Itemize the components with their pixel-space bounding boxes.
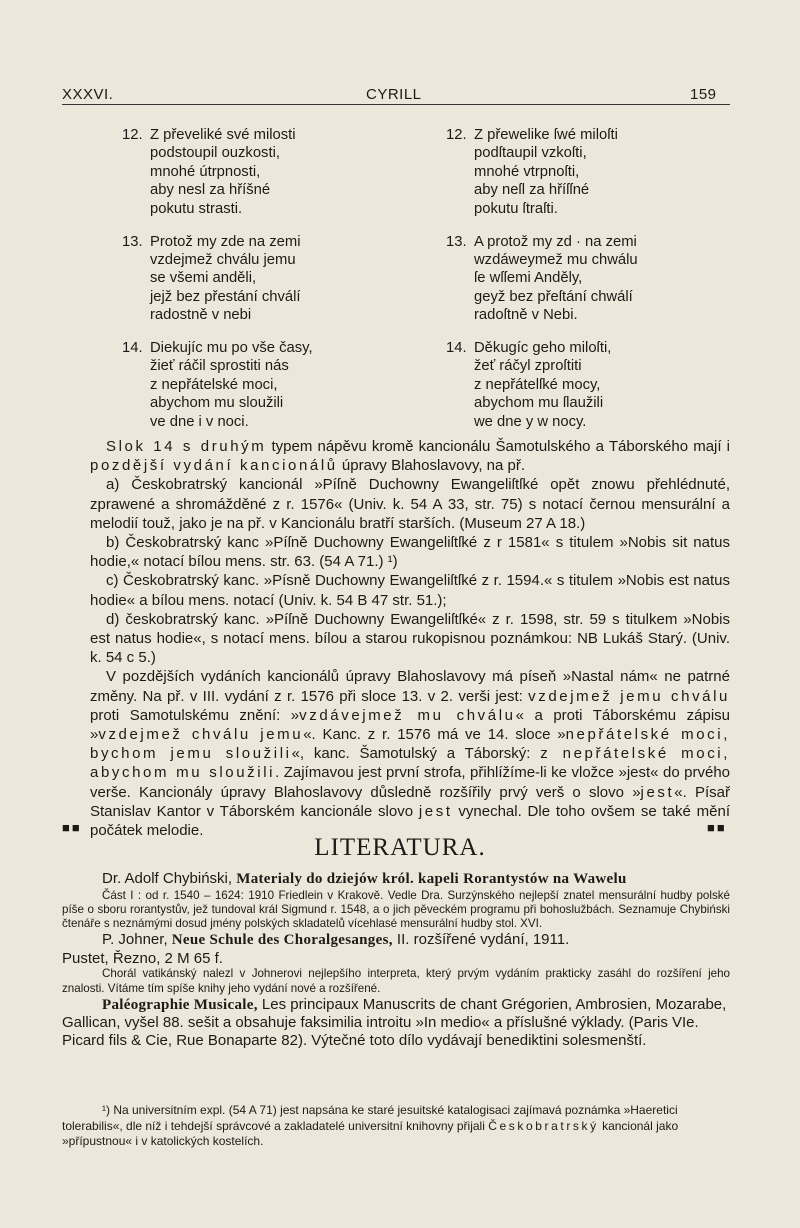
page-number: 159 (690, 86, 717, 103)
verse-line: abychom mu ſlaužili (474, 395, 604, 412)
verse-line: Děkugíc geho miloſti, (474, 340, 612, 357)
stanza-number: 13. (122, 233, 143, 250)
verse-line: mnohé útrpnosti, (150, 163, 261, 180)
stanza-number: 14. (122, 340, 143, 357)
entry-note: Část I : od r. 1540 – 1624: 1910 Friedlein v Krakově. Vedle Dra. Surzýnského nejlepší znatel mensurální hudby polské píše o sboru rorantystův, jež tundoval král Sigmund r. 1548, a o jich pěveckém programu při bohoslužbách. Seznamuje Chybiński čtenáře s neznámými dosud jmény polských skladatelů vícehlasé mensurální hudby stol. XVI. (62, 888, 730, 931)
verse-line: jejž bez přestání chválí (150, 288, 301, 305)
verse-line: aby neſl za hříſſné (474, 182, 590, 199)
entry-publisher: Pustet, Řezno, 2 M 65 f. (62, 949, 223, 967)
verse-line: Protož my zde na zemi (150, 233, 301, 250)
verse-line: Diekujíc mu po vše časy, (150, 340, 313, 357)
verse-line: pokutu ſtraſti. (474, 200, 558, 217)
entry-note: Chorál vatikánský nalezl v Johnerovi nejlepšího interpreta, který prvým vydáním prakticky zasáhl do rozšíření jeho znalosti. Vítáme tím spíše knihy jeho vydání nové a rozšířené. (62, 967, 730, 995)
verse-line: Z převeliké své milosti (150, 127, 296, 143)
ornament-right: ■■ (707, 820, 727, 835)
running-head-section: XXXVI. (62, 86, 114, 103)
stanza (446, 233, 736, 325)
entry-author: Dr. Adolf Chybiński, (102, 870, 237, 887)
verse-line: geyž bez přeſtání chwálí (474, 288, 633, 305)
paragraph-d: d) českobratrský kanc. »Píſně Duchowny Ewangeliſtſké« z r. 1598, str. 59 s titulkem »Nobis est natus hodie«, s notací mens. bílou a starou rukopisnou poznámkou: NB Lukáš Starý. (Univ. k. 54 c 5.) (90, 610, 730, 667)
left-column-modern (122, 126, 412, 446)
verse-line: A protož my zd · na zemi (474, 233, 637, 250)
verse-line: podstoupil ouzkosti, (150, 145, 280, 162)
header-rule (62, 104, 730, 105)
paragraph-a: a) Českobratrský kancionál »Píſně Duchowny Ewangeliſtſké opět znowu přehlédnuté, zprawené a shromážděné z r. 1576« (Univ. k. 54 A 33, str. 75) s notací černou mensurální a melodií touž, jako je na př. v Kancionálu bratří starších. (Museum 27 A 18.) (90, 476, 730, 532)
paragraph-b: b) Českobratrský kanc »Píſně Duchowny Ewangeliſtſké z r 1581« s titulem »Nobis sit natus hodie,« notací bílou mens. str. 63. (54 A 71.) ¹) (90, 534, 730, 571)
verse-line: abychom mu sloužili (150, 395, 284, 412)
stanza (122, 339, 412, 431)
stanza-number: 14. (446, 340, 467, 357)
literature-entry: P. Johner, Neue Schule des Choralgesanges, II. rozšířené vydání, 1911. Pustet, Řezno, 2 M 65 f. Chorál vatikánský nalezl v Johnerovi nejlepšího interpreta, který prvým vydáním prakticky zasáhl do rozšíření jeho znalosti. Vítáme tím spíše knihy jeho vydání nové a rozšířené. (62, 931, 730, 995)
verse-line: se všemi anděli, (150, 270, 257, 287)
paragraph-intro: Slok 14 s druhým typem nápěvu kromě kancionálu Šamotulského a Táborského mají i pozdější vydání kancionálů úpravy Blahoslavovy, na př. (90, 438, 731, 475)
stanza (446, 126, 736, 218)
running-head-title: CYRILL (366, 86, 422, 103)
stanza (122, 233, 412, 325)
verse-line: z nepřátelſké mocy, (474, 376, 601, 393)
entry-author: P. Johner, (102, 931, 172, 949)
verse-line: ve dne i v noci. (150, 413, 249, 430)
verse-line: wzdáweymež mu chwálu (474, 251, 638, 268)
main-text (90, 437, 730, 840)
verse-line: radostně v nebi (150, 307, 252, 324)
verse-line: mnohé vtrpnoſti, (474, 163, 580, 180)
right-column-original (446, 126, 736, 446)
stanza-number: 12. (446, 127, 467, 143)
stanza (122, 126, 412, 218)
literature-entry: Paléographie Musicale, Les principaux Manuscrits de chant Grégorien, Ambrosien, Mozarabe, Gallican, vyšel 88. sešit a obsahuje faksimilia introitu »In medio« a příslušné výklady. (Paris VIe. Picard fils & Cie, Rue Bonaparte 82). Výtečné toto dílo vydávají benediktini solesmenští. (62, 995, 727, 1049)
verse-line: pokutu strasti. (150, 200, 243, 217)
entry-title: Paléographie Musicale, (102, 996, 258, 1013)
footnote: ¹) Na universitním expl. (54 A 71) jest napsána ke staré jesuitské katalogisaci zajímavá poznámka »Haeretici tolerabilis«, dle níž i tehdejší správcové a zakladatelé universitní knihovny přijali Českobratrský kancionál jako »přípustnou« i v katolických kostelích. (62, 1103, 679, 1148)
verse-line: we dne y w nocy. (474, 413, 587, 430)
entry-title: Neue Schule des Choralgesanges, (171, 932, 393, 949)
entry-title: Materialy do dziejów król. kapeli Rorantystów na Wawelu (236, 871, 627, 887)
verse-line: podſtaupil vzkoſti, (474, 145, 587, 162)
literature-list (62, 870, 730, 1049)
verse-line: ſe wſſemi Anděly, (474, 270, 583, 287)
literature-entry (62, 870, 730, 931)
verse-line: aby nesl za hříšné (150, 182, 271, 199)
ornament-left: ■■ (62, 820, 82, 835)
stanza (446, 339, 736, 431)
verse-line: radoſtně v Nebi. (474, 307, 578, 324)
verse-line: žeť ráčyl zproſtiti (474, 358, 582, 375)
verse-line: Z přewelike ſwé miloſti (474, 127, 618, 143)
paragraph-c: c) Českobratrský kanc. »Písně Duchowny Ewangeliſtſké z r. 1594.« s titulem »Nobis est natus hodie« a bílou mens. notací (Univ. k. 54 B 47 str. 51.); (90, 572, 730, 609)
verse-line: žieť ráčil sprostiti nás (150, 358, 289, 375)
stanza-number: 13. (446, 233, 467, 250)
stanza-number: 12. (122, 127, 143, 143)
verse-line: vzdejmež chválu jemu (150, 251, 296, 268)
paragraph-variants: V pozdějších vydáních kancionálů úpravy Blahoslavovy má píseň »Nastal nám« ne patrné změny. Na př. v III. vydání z r. 1576 při sloce 13. v 2. verši jest: vzdejmež jemu chválu proti Samotulskému znění: »vzdávejmež mu chválu« a proti Táborskému zápisu »vzdejmež chválu jemu«. Kanc. z r. 1576 má ve 14. sloce »nepřátelské moci, bychom jemu sloužili«, kanc. Šamotulský a Táborský: z nepřátelské moci, abychom mu sloužili. Zajímavou jest první strofa, přihlížíme-li ke vložce »jest« do prvého verše. Kancionály úpravy Blahoslavovy důsledně rozšířily prvý verš o slovo »jest«. Písař Stanislav Kantor v Táborském kancionále slovo jest vynechal. Dle toho ovšem se také mění počátek melodie. (90, 668, 731, 840)
verse-line: z nepřátelské moci, (150, 376, 278, 393)
section-title: LITERATURA. (314, 834, 486, 861)
